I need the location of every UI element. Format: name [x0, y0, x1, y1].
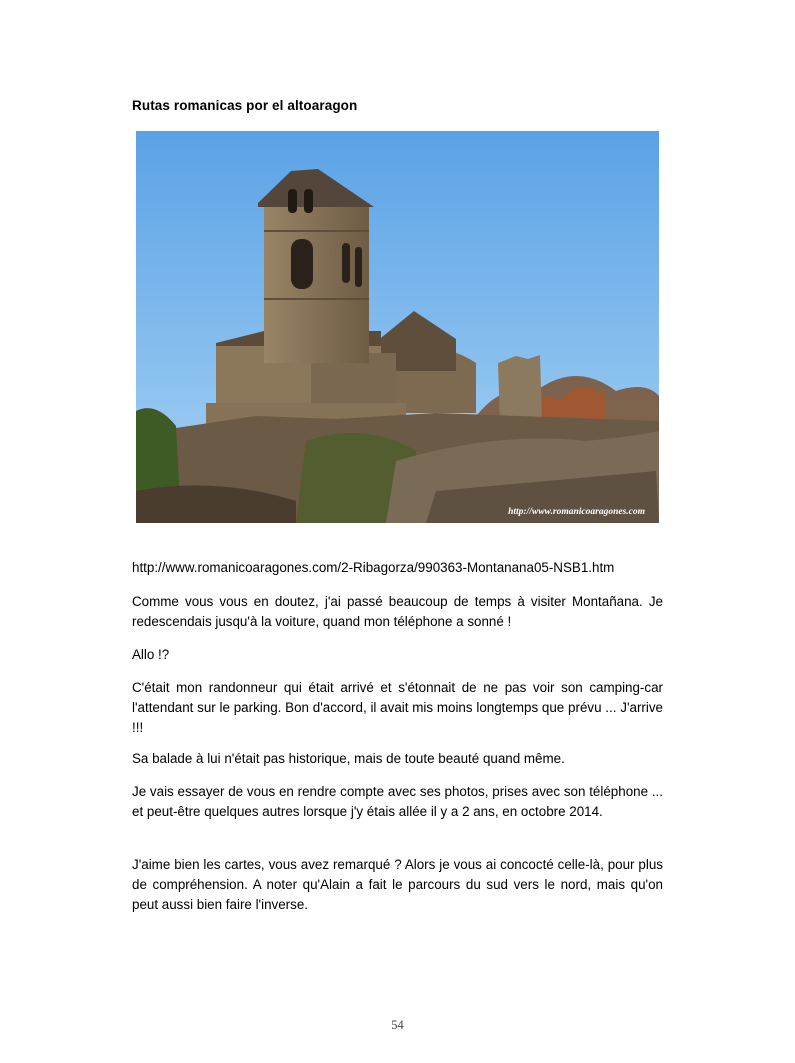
church-photo [136, 131, 659, 523]
section-heading: Rutas romanicas por el altoaragon [132, 98, 358, 113]
source-url-text: http://www.romanicoaragones.com/2-Ribagorza/990363-Montanana05-NSB1.htm [132, 560, 615, 575]
page-number: 54 [391, 1018, 404, 1032]
paragraph: Sa balade à lui n'était pas historique, mais de toute beauté quand même. [132, 751, 565, 766]
paragraph: C'était mon randonneur qui était arrivé et s'étonnait de ne pas voir son camping-car l'attendant sur le parking. Bon d'accord, il avait mis moins longtemps que prévu ... J'arrive !!! [132, 680, 663, 735]
paragraph: J'aime bien les cartes, vous avez remarqué ? Alors je vous ai concocté celle-là, pour plus de compréhension. A noter qu'Alain a fait le parcours du sud vers le nord, mais qu'on peut aussi bien faire l'inverse. [132, 857, 663, 912]
paragraph: Comme vous vous en doutez, j'ai passé beaucoup de temps à visiter Montañana. Je redescendais jusqu'à la voiture, quand mon téléphone a sonné ! [132, 594, 663, 629]
photo-watermark: http://www.romanicoaragones.com [508, 507, 645, 517]
church-illustration [136, 131, 659, 523]
paragraph: Je vais essayer de vous en rendre compte avec ses photos, prises avec son téléphone ... et peut-être quelques autres lorsque j'y étais allée il y a 2 ans, en octobre 2014. [132, 784, 663, 819]
paragraph: Allo !? [132, 647, 170, 662]
